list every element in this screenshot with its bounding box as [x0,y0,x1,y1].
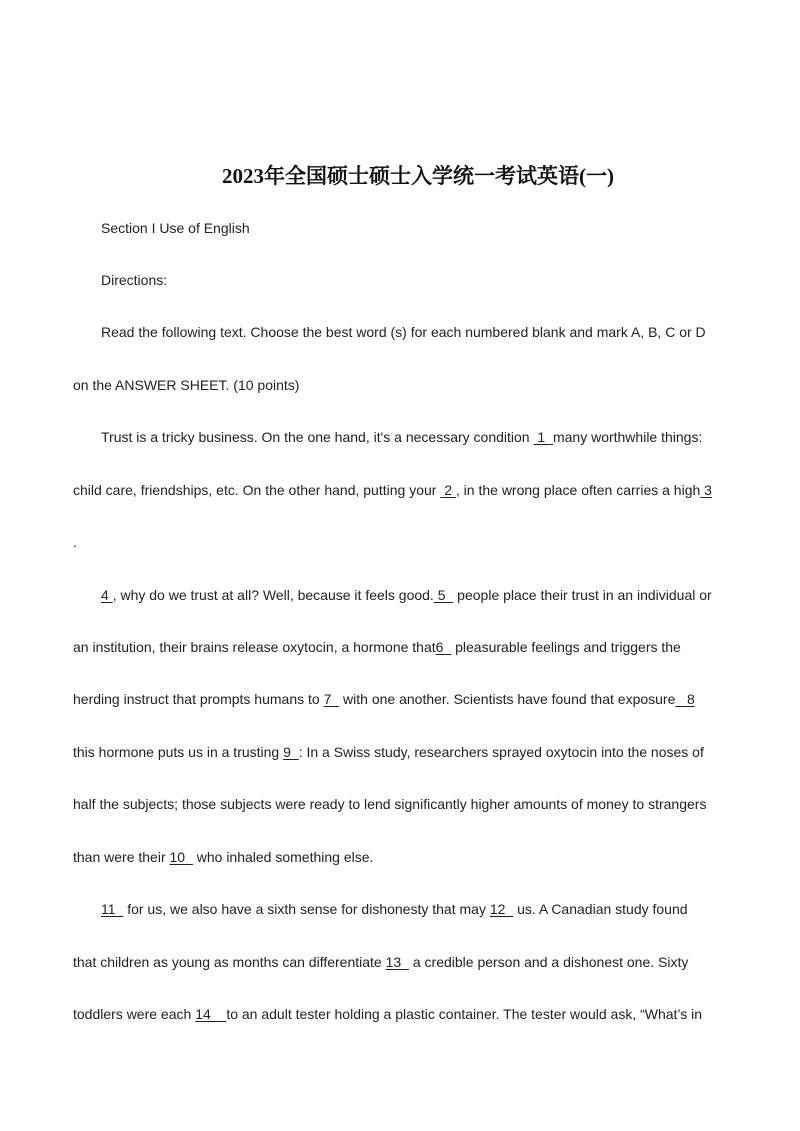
blank-8: 8 [675,691,695,707]
paragraph-line [73,690,695,708]
blank-11: 11 [101,901,124,917]
paragraph-line [101,586,712,604]
paragraph-line [73,953,688,971]
paragraph-line [73,638,681,656]
blank-4: 4 [101,587,113,603]
blank-6: 6 [435,639,452,655]
blank-1: 1 [533,429,553,445]
blank-5: 5 [433,587,454,603]
text-run: , in the wrong place often carries a high [455,482,701,498]
paragraph-line [73,848,373,866]
text-run: to an adult tester holding a plastic container. The tester would ask, “What’s in [226,1006,703,1022]
blank-14: 14 [195,1006,227,1022]
text-run: , why do we trust at all? Well, because it feels good. [112,587,434,603]
blank-2: 2 [440,482,456,498]
text-run: that children as young as months can differentiate [73,954,386,970]
page-title: 2023年全国硕士硕士入学统一考试英语(一) [222,164,614,188]
paragraph-line: half the subjects; those subjects were ready to lend significantly higher amounts of money to strangers [73,796,707,812]
blank-3: 3 [700,482,712,498]
text-run: many worthwhile things: [552,429,703,445]
text-run: toddlers were each [73,1006,196,1022]
text-run: with one another. Scientists have found that exposure [339,691,676,707]
paragraph-line [73,481,712,499]
paragraph-line [73,1005,702,1023]
blank-7: 7 [323,691,340,707]
section-heading: Section I Use of English [101,220,250,236]
directions-line: on the ANSWER SHEET. (10 points) [73,377,300,393]
text-run: child care, friendships, etc. On the other hand, putting your [73,482,441,498]
text-run: : In a Swiss study, researchers sprayed oxytocin into the noses of [298,744,704,760]
text-run: Trust is a tricky business. On the one hand, it's a necessary condition [101,429,534,445]
text-run: people place their trust in an individual or [453,587,712,603]
text-run: who inhaled something else. [192,849,374,865]
blank-10: 10 [169,849,193,865]
text-run: pleasurable feelings and triggers the [451,639,681,655]
blank-12: 12 [489,901,514,917]
paragraph-line [101,428,702,446]
text-run: herding instruct that prompts humans to [73,691,324,707]
paragraph-line [101,900,688,918]
text-run: an institution, their brains release oxytocin, a hormone that [73,639,436,655]
blank-9: 9 [283,744,299,760]
paragraph-line: . [73,534,77,550]
text-run: than were their [73,849,170,865]
blank-13: 13 [385,954,409,970]
text-run: this hormone puts us in a trusting [73,744,284,760]
text-run: a credible person and a dishonest one. Sixty [408,954,689,970]
text-run: for us, we also have a sixth sense for dishonesty that may [123,901,490,917]
paragraph-line [73,743,704,761]
directions-line: Read the following text. Choose the best word (s) for each numbered blank and mark A, B, C or D [101,324,706,340]
directions-label: Directions: [101,272,168,288]
text-run: us. A Canadian study found [513,901,688,917]
